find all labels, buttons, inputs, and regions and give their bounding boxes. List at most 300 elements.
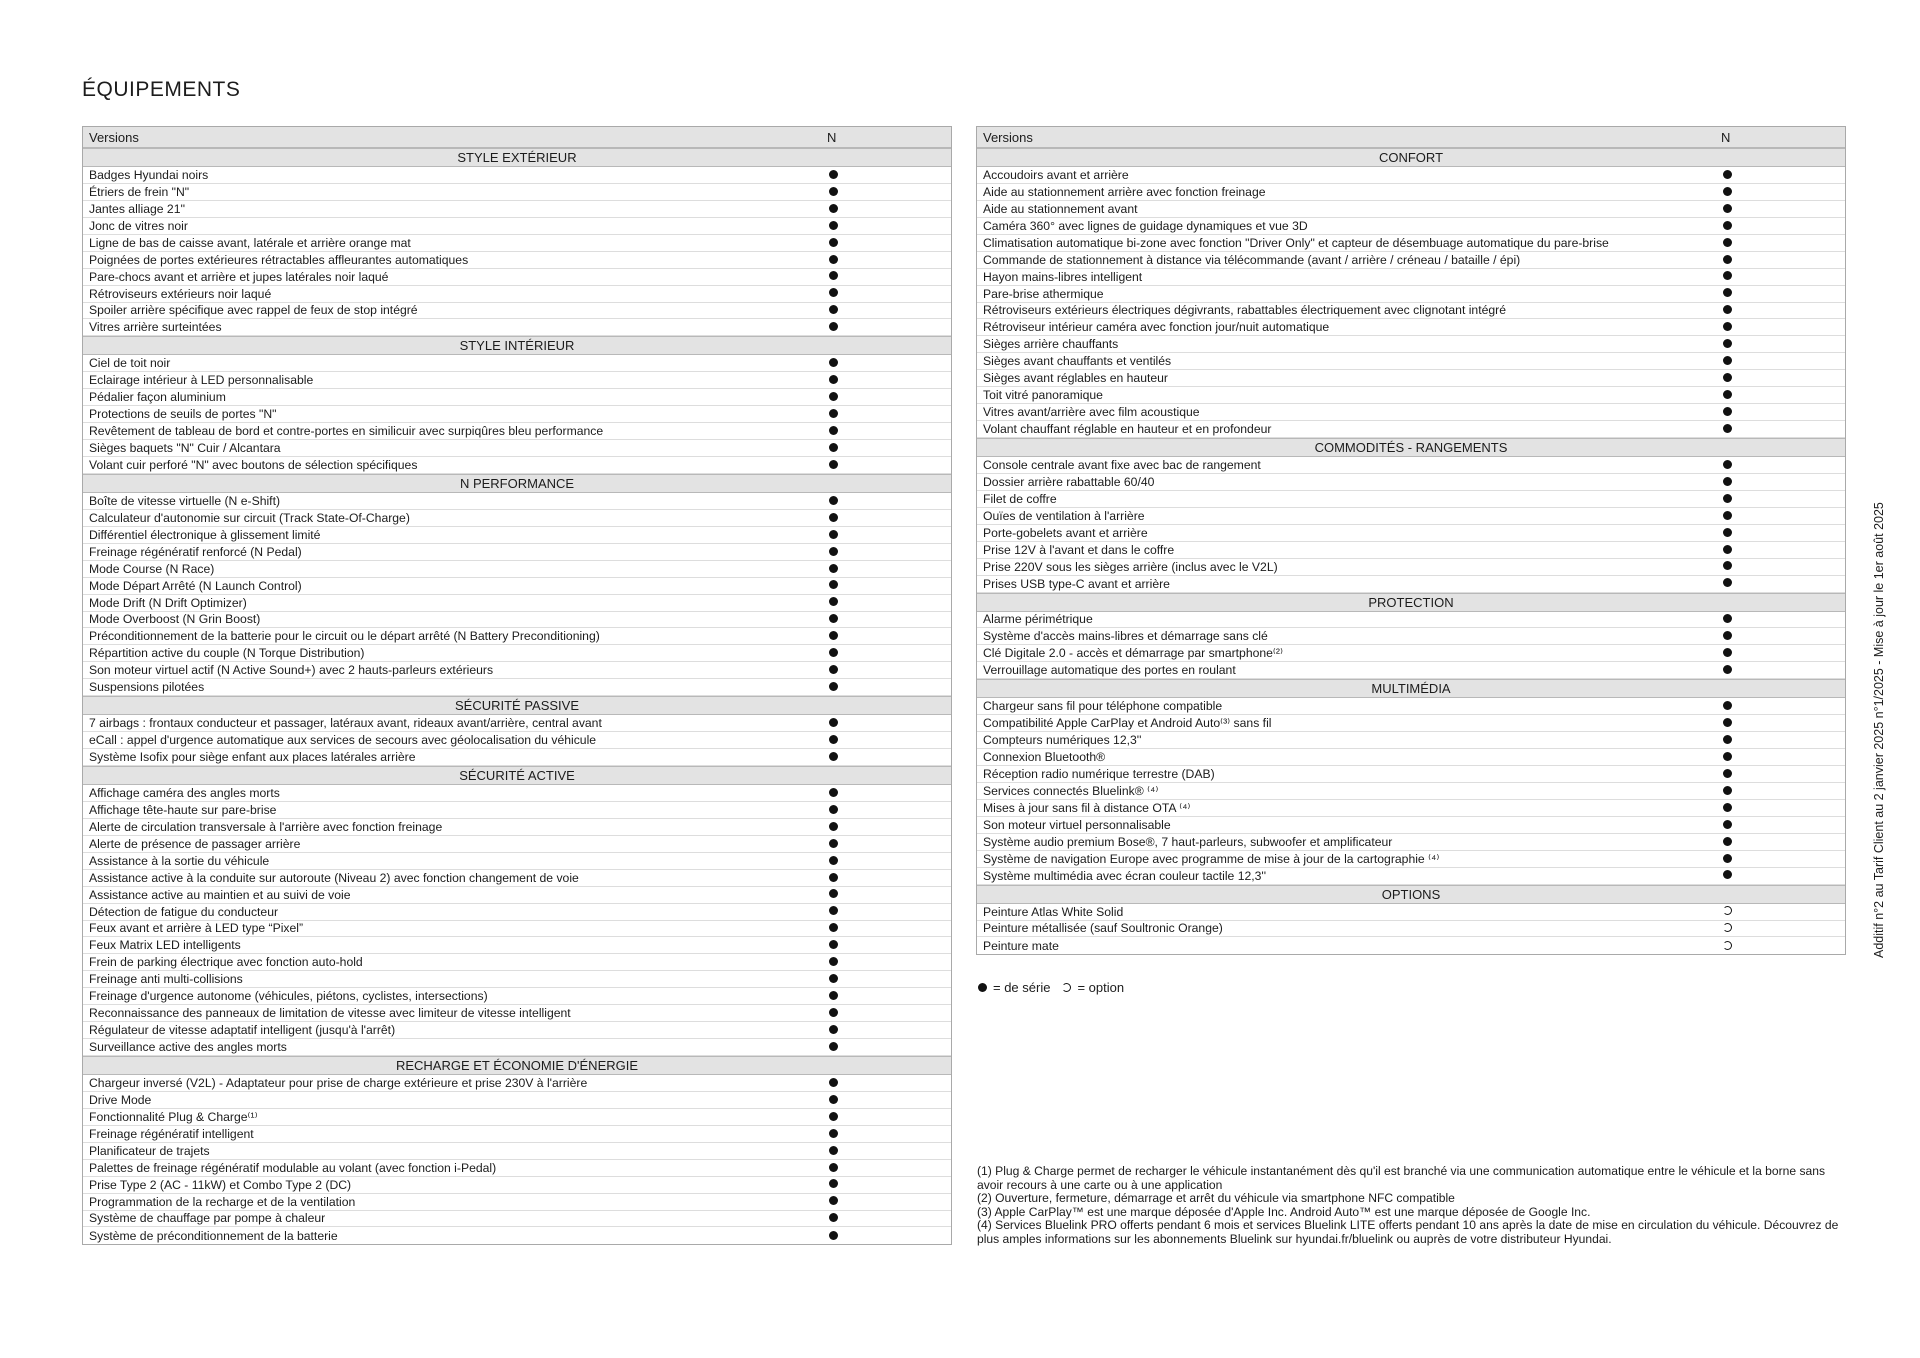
table-row: [977, 457, 1845, 474]
filled-dot-icon: [978, 983, 987, 992]
table-row: [977, 766, 1845, 783]
equipment-label: Revêtement de tableau de bord et contre-portes en similicuir avec surpiqûres bleu performance: [89, 424, 604, 439]
status-cell: [817, 990, 951, 1002]
status-cell: [817, 442, 951, 454]
equipment-label: Rétroviseurs extérieurs électriques dégivrants, rabattables électriquement avec clignotant intégré: [983, 303, 1506, 318]
equipment-label: Suspensions pilotées: [89, 680, 205, 695]
equipment-label: Chargeur inversé (V2L) - Adaptateur pour prise de charge extérieure et prise 230V à l'arrière: [89, 1075, 588, 1090]
equipment-label: Pare-brise athermique: [983, 286, 1104, 301]
equipment-label: Pare-chocs avant et arrière et jupes latérales noir laqué: [89, 269, 389, 284]
filled-dot-icon: [829, 443, 838, 452]
equipment-label: Sièges avant réglables en hauteur: [983, 371, 1168, 386]
status-cell: [1711, 768, 1845, 780]
filled-dot-icon: [829, 426, 838, 435]
status-cell: [817, 546, 951, 558]
table-row: [83, 1022, 951, 1039]
table-row: [977, 715, 1845, 732]
table-row: [977, 800, 1845, 817]
filled-dot-icon: [829, 682, 838, 691]
table-row: [83, 937, 951, 954]
filled-dot-icon: [829, 631, 838, 640]
equipment-label: Détection de fatigue du conducteur: [89, 904, 279, 919]
table-row: [83, 1039, 951, 1056]
status-cell: [817, 391, 951, 403]
table-row: [83, 1092, 951, 1109]
filled-dot-icon: [829, 735, 838, 744]
table-row: [977, 628, 1845, 645]
filled-dot-icon: [829, 1163, 838, 1172]
equipment-label: Filet de coffre: [983, 491, 1057, 506]
equipment-label: Sièges arrière chauffants: [983, 337, 1119, 352]
section-header: STYLE EXTÉRIEUR: [83, 148, 951, 167]
equipment-table-left: [82, 126, 952, 1245]
equipment-label: Affichage tête-haute sur pare-brise: [89, 802, 277, 817]
table-row: [977, 645, 1845, 662]
equipment-label: Peinture mate: [983, 938, 1059, 953]
equipment-label: Connexion Bluetooth®: [983, 750, 1106, 765]
table-row: [977, 576, 1845, 593]
status-cell: [817, 1024, 951, 1036]
status-cell: [1711, 664, 1845, 676]
filled-dot-icon: [1723, 665, 1732, 674]
status-cell: [1711, 613, 1845, 625]
table-row: [977, 559, 1845, 576]
status-cell: [1711, 544, 1845, 556]
status-cell: [1711, 905, 1845, 917]
table-row: [977, 387, 1845, 404]
equipment-label: Alarme périmétrique: [983, 612, 1093, 627]
equipment-label: Assistance active à la conduite sur autoroute (Niveau 2) avec fonction changement de voie: [89, 870, 579, 885]
filled-dot-icon: [1723, 255, 1732, 264]
versions-header: Versions: [89, 129, 139, 145]
status-cell: [817, 237, 951, 249]
table-row: [83, 836, 951, 853]
status-cell: [817, 563, 951, 575]
equipment-label: Sièges avant chauffants et ventilés: [983, 354, 1172, 369]
table-row: [83, 612, 951, 629]
equipment-label: Système multimédia avec écran couleur tactile 12,3'': [983, 868, 1267, 883]
status-cell: [1711, 203, 1845, 215]
table-row: [83, 406, 951, 423]
filled-dot-icon: [829, 305, 838, 314]
table-row: [83, 578, 951, 595]
filled-dot-icon: [829, 170, 838, 179]
equipment-label: Hayon mains-libres intelligent: [983, 269, 1143, 284]
status-cell: [817, 579, 951, 591]
table-row: [977, 404, 1845, 421]
table-row: [977, 370, 1845, 387]
equipment-label: Sièges baquets "N" Cuir / Alcantara: [89, 441, 281, 456]
filled-dot-icon: [829, 392, 838, 401]
status-cell: [817, 939, 951, 951]
status-cell: [1711, 700, 1845, 712]
equipment-label: Boîte de vitesse virtuelle (N e-Shift): [89, 493, 281, 508]
status-cell: [1711, 940, 1845, 952]
equipment-label: Calculateur d'autonomie sur circuit (Track State-Of-Charge): [89, 510, 410, 525]
filled-dot-icon: [1723, 356, 1732, 365]
status-cell: [1711, 338, 1845, 350]
table-row: [977, 286, 1845, 303]
table-row: [977, 851, 1845, 868]
table-row: [83, 971, 951, 988]
equipment-label: Son moteur virtuel actif (N Active Sound+) avec 2 hauts-parleurs extérieurs: [89, 663, 494, 678]
status-cell: [1711, 321, 1845, 333]
option-circle-icon: [1723, 923, 1732, 932]
table-row: [83, 269, 951, 286]
status-cell: [817, 922, 951, 934]
legend: [978, 980, 1124, 995]
status-cell: [817, 734, 951, 746]
table-row: [83, 870, 951, 887]
status-cell: [1711, 459, 1845, 471]
version-n-header: N: [827, 129, 837, 145]
equipment-label: Prises USB type-C avant et arrière: [983, 576, 1170, 591]
table-row: [977, 542, 1845, 559]
filled-dot-icon: [829, 547, 838, 556]
equipment-label: Vitres avant/arrière avec film acoustique: [983, 405, 1200, 420]
status-cell: [817, 304, 951, 316]
status-cell: [817, 956, 951, 968]
table-row: [977, 218, 1845, 235]
equipment-label: Poignées de portes extérieures rétractables affleurantes automatiques: [89, 252, 469, 267]
filled-dot-icon: [829, 1129, 838, 1138]
table-row: [977, 749, 1845, 766]
table-row: [83, 662, 951, 679]
equipment-label: Système de chauffage par pompe à chaleur: [89, 1211, 326, 1226]
filled-dot-icon: [829, 271, 838, 280]
status-cell: [1711, 802, 1845, 814]
footnote: (3) Apple CarPlay™ est une marque déposée d'Apple Inc. Android Auto™ est une marque déposée de Google Inc.: [977, 1204, 1591, 1219]
table-row: [977, 612, 1845, 629]
filled-dot-icon: [1723, 718, 1732, 727]
filled-dot-icon: [1723, 322, 1732, 331]
table-row: [83, 286, 951, 303]
status-cell: [817, 1145, 951, 1157]
equipment-label: Badges Hyundai noirs: [89, 167, 209, 182]
filled-dot-icon: [1723, 735, 1732, 744]
table-row: [83, 319, 951, 336]
filled-dot-icon: [829, 873, 838, 882]
equipment-label: Répartition active du couple (N Torque Distribution): [89, 646, 365, 661]
filled-dot-icon: [829, 288, 838, 297]
equipment-label: Spoiler arrière spécifique avec rappel de feux de stop intégré: [89, 303, 418, 318]
table-row: [977, 817, 1845, 834]
status-cell: [817, 374, 951, 386]
equipment-label: Prise Type 2 (AC - 11kW) et Combo Type 2 (DC): [89, 1177, 352, 1192]
equipment-label: Accoudoirs avant et arrière: [983, 167, 1129, 182]
table-row: [977, 269, 1845, 286]
equipment-label: Aide au stationnement arrière avec fonction freinage: [983, 184, 1266, 199]
filled-dot-icon: [1723, 187, 1732, 196]
status-cell: [817, 838, 951, 850]
status-cell: [1711, 237, 1845, 249]
equipment-label: Son moteur virtuel personnalisable: [983, 817, 1171, 832]
table-row: [83, 252, 951, 269]
filled-dot-icon: [829, 322, 838, 331]
equipment-label: Eclairage intérieur à LED personnalisable: [89, 373, 314, 388]
status-cell: [817, 270, 951, 282]
equipment-label: Assistance active au maintien et au suivi de voie: [89, 887, 351, 902]
filled-dot-icon: [829, 255, 838, 264]
status-cell: [817, 1178, 951, 1190]
status-cell: [1711, 527, 1845, 539]
status-cell: [817, 888, 951, 900]
table-header: [977, 127, 1845, 148]
status-cell: [1711, 853, 1845, 865]
status-cell: [817, 905, 951, 917]
footnote: (1) Plug & Charge permet de recharger le véhicule instantanément dès qu'il est branché via une communication automatique entre le véhicule et la borne sans avoir recours à une carte ou à une application: [977, 1164, 1826, 1192]
legend-serie-label: = de série: [993, 980, 1051, 995]
section-header: OPTIONS: [977, 885, 1845, 904]
option-circle-icon: [1723, 906, 1732, 915]
status-cell: [817, 169, 951, 181]
table-row: [83, 167, 951, 184]
table-row: [83, 819, 951, 836]
equipment-label: Clé Digitale 2.0 - accès et démarrage par smartphone⁽²⁾: [983, 646, 1283, 661]
equipment-label: Système de navigation Europe avec programme de mise à jour de la cartographie ⁽⁴⁾: [983, 851, 1440, 866]
section-header: PROTECTION: [977, 593, 1845, 612]
equipment-label: Climatisation automatique bi-zone avec fonction "Driver Only" et capteur de désembuage automatique du pare-brise: [983, 235, 1609, 250]
equipment-label: Programmation de la recharge et de la ventilation: [89, 1194, 356, 1209]
equipment-label: Réception radio numérique terrestre (DAB): [983, 766, 1215, 781]
equipment-label: Alerte de présence de passager arrière: [89, 836, 301, 851]
status-cell: [817, 821, 951, 833]
equipment-label: Mode Départ Arrêté (N Launch Control): [89, 578, 302, 593]
table-row: [977, 662, 1845, 679]
table-row: [977, 353, 1845, 370]
table-row: [83, 355, 951, 372]
equipment-label: Feux Matrix LED intelligents: [89, 938, 241, 953]
table-row: [977, 937, 1845, 954]
equipment-label: Protections de seuils de portes "N": [89, 407, 277, 422]
status-cell: [817, 855, 951, 867]
filled-dot-icon: [1723, 271, 1732, 280]
status-cell: [1711, 493, 1845, 505]
status-cell: [1711, 406, 1845, 418]
table-body: [83, 148, 951, 1244]
status-cell: [1711, 836, 1845, 848]
section-header: CONFORT: [977, 148, 1845, 167]
status-cell: [1711, 717, 1845, 729]
equipment-label: Feux avant et arrière à LED type “Pixel”: [89, 921, 304, 936]
equipment-label: Mode Drift (N Drift Optimizer): [89, 595, 247, 610]
equipment-label: Freinage anti multi-collisions: [89, 972, 243, 987]
table-row: [83, 853, 951, 870]
filled-dot-icon: [829, 1231, 838, 1240]
status-cell: [817, 512, 951, 524]
table-row: [977, 303, 1845, 320]
filled-dot-icon: [829, 974, 838, 983]
equipment-label: Freinage régénératif intelligent: [89, 1126, 254, 1141]
table-row: [83, 785, 951, 802]
table-row: [977, 868, 1845, 885]
table-row: [83, 887, 951, 904]
filled-dot-icon: [829, 889, 838, 898]
filled-dot-icon: [1723, 494, 1732, 503]
status-cell: [817, 1230, 951, 1242]
filled-dot-icon: [1723, 339, 1732, 348]
status-cell: [1711, 355, 1845, 367]
filled-dot-icon: [1723, 648, 1732, 657]
status-cell: [1711, 389, 1845, 401]
filled-dot-icon: [829, 1095, 838, 1104]
status-cell: [1711, 169, 1845, 181]
versions-header: Versions: [983, 129, 1033, 145]
status-cell: [817, 804, 951, 816]
table-row: [83, 201, 951, 218]
status-cell: [817, 1128, 951, 1140]
status-cell: [817, 1212, 951, 1224]
status-cell: [817, 1111, 951, 1123]
option-circle-icon: [1062, 983, 1071, 992]
equipment-label: Prise 220V sous les sièges arrière (inclus avec le V2L): [983, 559, 1278, 574]
equipment-label: Planificateur de trajets: [89, 1143, 210, 1158]
table-row: [83, 389, 951, 406]
filled-dot-icon: [1723, 854, 1732, 863]
table-row: [83, 544, 951, 561]
table-row: [977, 336, 1845, 353]
status-cell: [817, 1077, 951, 1089]
equipment-label: Peinture métallisée (sauf Soultronic Orange): [983, 921, 1223, 936]
table-row: [977, 525, 1845, 542]
status-cell: [1711, 630, 1845, 642]
table-row: [977, 783, 1845, 800]
equipment-label: Vitres arrière surteintées: [89, 320, 222, 335]
table-row: [977, 491, 1845, 508]
filled-dot-icon: [829, 530, 838, 539]
equipment-label: Ouïes de ventilation à l'arrière: [983, 508, 1145, 523]
equipment-label: Différentiel électronique à glissement limité: [89, 527, 321, 542]
status-cell: [817, 613, 951, 625]
status-cell: [817, 681, 951, 693]
section-header: STYLE INTÉRIEUR: [83, 336, 951, 355]
filled-dot-icon: [1723, 701, 1732, 710]
filled-dot-icon: [829, 409, 838, 418]
equipment-label: Chargeur sans fil pour téléphone compatible: [983, 699, 1223, 714]
filled-dot-icon: [829, 940, 838, 949]
equipment-label: eCall : appel d'urgence automatique aux services de secours avec géolocalisation du véhicule: [89, 733, 597, 748]
filled-dot-icon: [1723, 170, 1732, 179]
filled-dot-icon: [829, 221, 838, 230]
filled-dot-icon: [829, 1025, 838, 1034]
table-row: [977, 252, 1845, 269]
footnote: (2) Ouverture, fermeture, démarrage et arrêt du véhicule via smartphone NFC compatible: [977, 1191, 1455, 1206]
status-cell: [1711, 869, 1845, 881]
page-title: ÉQUIPEMENTS: [82, 78, 241, 101]
table-row: [83, 732, 951, 749]
equipment-label: Système audio premium Bose®, 7 haut-parleurs, subwoofer et amplificateur: [983, 834, 1393, 849]
table-row: [83, 921, 951, 938]
filled-dot-icon: [1723, 528, 1732, 537]
status-cell: [817, 357, 951, 369]
filled-dot-icon: [829, 1213, 838, 1222]
table-row: [83, 1109, 951, 1126]
filled-dot-icon: [829, 856, 838, 865]
status-cell: [817, 203, 951, 215]
table-row: [83, 510, 951, 527]
status-cell: [1711, 220, 1845, 232]
filled-dot-icon: [829, 1008, 838, 1017]
status-cell: [817, 973, 951, 985]
equipment-label: Console centrale avant fixe avec bac de rangement: [983, 457, 1261, 472]
table-row: [977, 201, 1845, 218]
equipment-label: Système de préconditionnement de la batterie: [89, 1228, 338, 1243]
table-row: [83, 184, 951, 201]
status-cell: [817, 220, 951, 232]
filled-dot-icon: [829, 513, 838, 522]
table-row: [977, 508, 1845, 525]
filled-dot-icon: [829, 1112, 838, 1121]
status-cell: [1711, 751, 1845, 763]
filled-dot-icon: [829, 460, 838, 469]
status-cell: [817, 717, 951, 729]
filled-dot-icon: [829, 923, 838, 932]
filled-dot-icon: [1723, 288, 1732, 297]
status-cell: [817, 186, 951, 198]
filled-dot-icon: [829, 648, 838, 657]
equipment-label: Services connectés Bluelink® ⁽⁴⁾: [983, 783, 1159, 798]
table-row: [977, 167, 1845, 184]
status-cell: [817, 321, 951, 333]
status-cell: [817, 872, 951, 884]
status-cell: [817, 1094, 951, 1106]
table-header: [83, 127, 951, 148]
footnote: (4) Services Bluelink PRO offerts pendant 6 mois et services Bluelink LITE offerts pendant 10 ans après la date de mise en circulation du véhicule. Découvrez de plus amples informations sur les abonnements Bluelink sur hyundai.fr/bluelink ou auprès de votre distributeur Hyundai.: [977, 1218, 1839, 1246]
filled-dot-icon: [1723, 390, 1732, 399]
equipment-label: Volant chauffant réglable en hauteur et en profondeur: [983, 422, 1272, 437]
filled-dot-icon: [1723, 424, 1732, 433]
equipment-label: Dossier arrière rabattable 60/40: [983, 474, 1155, 489]
status-cell: [1711, 819, 1845, 831]
equipment-label: Surveillance active des angles morts: [89, 1040, 287, 1055]
table-row: [83, 218, 951, 235]
filled-dot-icon: [1723, 752, 1732, 761]
filled-dot-icon: [829, 906, 838, 915]
filled-dot-icon: [829, 1146, 838, 1155]
filled-dot-icon: [1723, 786, 1732, 795]
status-cell: [1711, 922, 1845, 934]
table-row: [977, 698, 1845, 715]
status-cell: [817, 254, 951, 266]
equipment-label: Affichage caméra des angles morts: [89, 785, 280, 800]
equipment-label: Porte-gobelets avant et arrière: [983, 525, 1148, 540]
table-row: [83, 988, 951, 1005]
filled-dot-icon: [1723, 837, 1732, 846]
equipment-label: Volant cuir perforé "N" avec boutons de sélection spécifiques: [89, 457, 418, 472]
equipment-label: Toit vitré panoramique: [983, 388, 1103, 403]
filled-dot-icon: [1723, 803, 1732, 812]
equipment-label: Compatibilité Apple CarPlay et Android Auto⁽³⁾ sans fil: [983, 716, 1272, 731]
status-cell: [1711, 734, 1845, 746]
table-row: [83, 1160, 951, 1177]
legend-option-label: = option: [1077, 980, 1125, 995]
status-cell: [817, 596, 951, 608]
filled-dot-icon: [829, 375, 838, 384]
filled-dot-icon: [1723, 614, 1732, 623]
equipment-label: Aide au stationnement avant: [983, 201, 1138, 216]
table-row: [977, 834, 1845, 851]
filled-dot-icon: [1723, 373, 1732, 382]
filled-dot-icon: [1723, 305, 1732, 314]
status-cell: [817, 1162, 951, 1174]
status-cell: [817, 1041, 951, 1053]
option-circle-icon: [1723, 941, 1732, 950]
filled-dot-icon: [1723, 769, 1732, 778]
equipment-label: Assistance à la sortie du véhicule: [89, 853, 270, 868]
filled-dot-icon: [829, 187, 838, 196]
equipment-label: Freinage régénératif renforcé (N Pedal): [89, 544, 302, 559]
equipment-label: Prise 12V à l'avant et dans le coffre: [983, 542, 1175, 557]
